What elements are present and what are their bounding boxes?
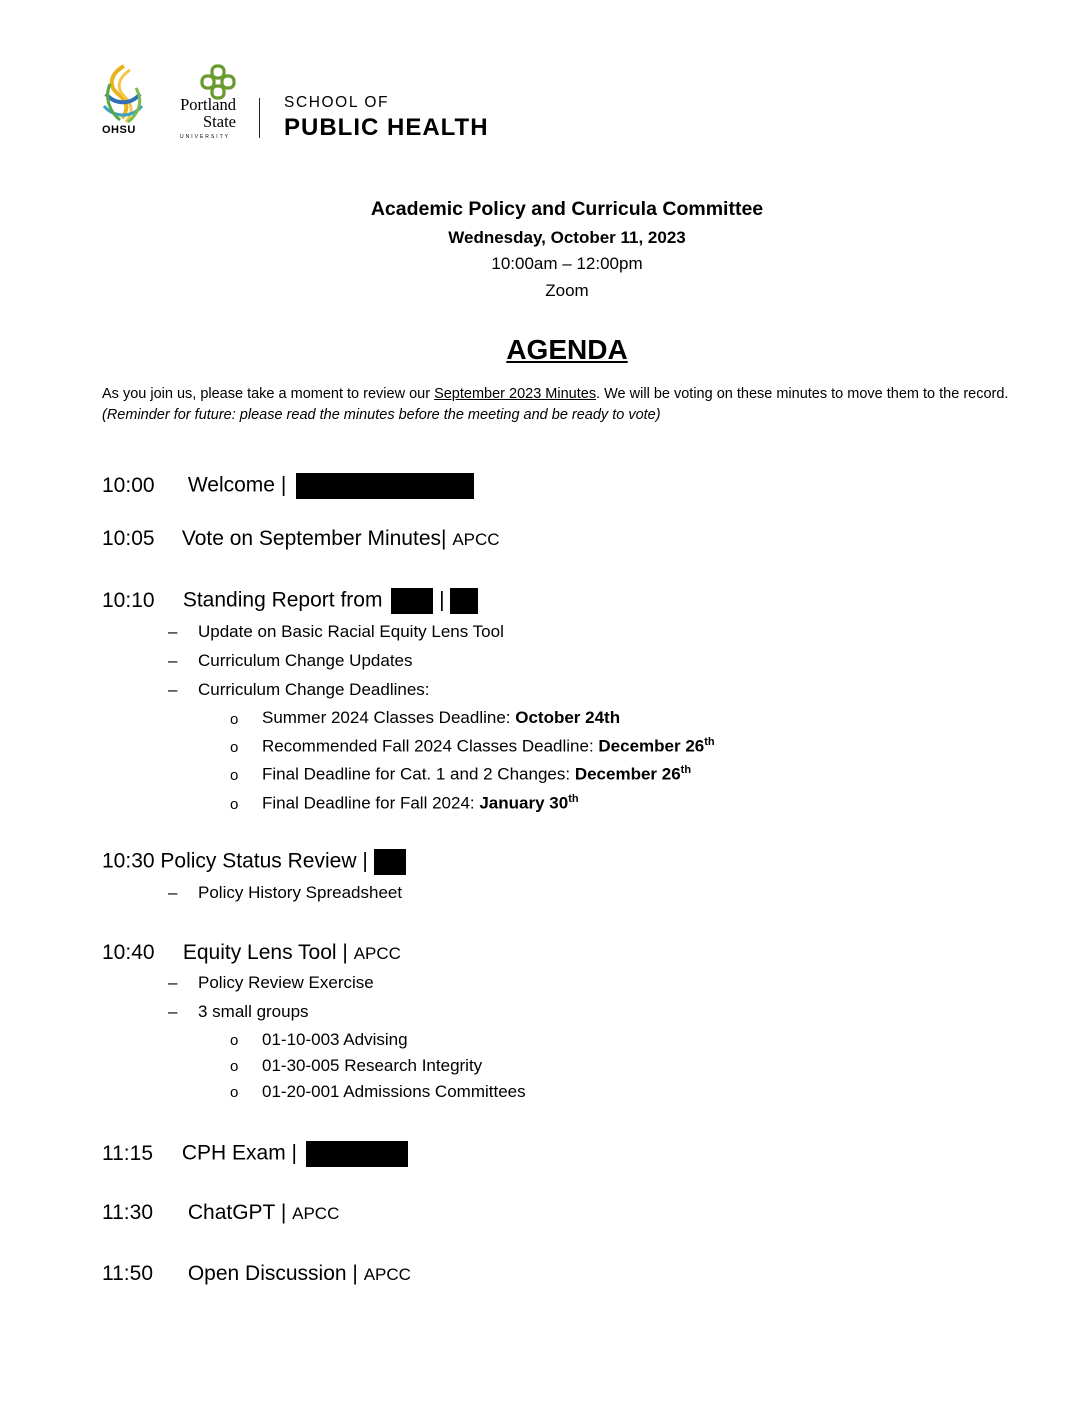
ohsu-label: OHSU bbox=[102, 124, 136, 136]
agenda-item-standing-report bbox=[102, 588, 478, 614]
redacted-name bbox=[391, 588, 433, 614]
school-name-line2: PUBLIC HEALTH bbox=[284, 114, 489, 141]
item-title: Welcome | bbox=[187, 473, 287, 497]
item-presenter: APCC bbox=[353, 944, 401, 963]
meeting-time: 10:00am – 12:00pm bbox=[491, 254, 643, 273]
agenda-item-vote-minutes bbox=[102, 527, 500, 551]
meeting-date: Wednesday, October 11, 2023 bbox=[448, 228, 686, 247]
item-separator: | bbox=[439, 588, 445, 612]
item-time: 10:30 bbox=[102, 849, 155, 873]
item-time: 10:10 bbox=[102, 588, 155, 612]
redacted-name bbox=[306, 1141, 408, 1167]
item-title: Open Discussion | bbox=[187, 1262, 358, 1285]
school-name-line1: SCHOOL OF bbox=[284, 94, 390, 111]
redacted-name bbox=[374, 849, 406, 875]
minutes-link[interactable]: September 2023 Minutes bbox=[434, 386, 597, 402]
meeting-location: Zoom bbox=[545, 281, 589, 300]
item-title: ChatGPT | bbox=[187, 1201, 287, 1224]
committee-title: Academic Policy and Curricula Committee bbox=[370, 198, 764, 220]
redacted-name bbox=[450, 588, 478, 614]
psu-name: Portland State bbox=[180, 95, 236, 131]
reminder-note: (Reminder for future: please read the minutes before the meeting and be ready to vote) bbox=[102, 407, 661, 423]
item-title: CPH Exam | bbox=[181, 1141, 297, 1165]
agenda-heading: AGENDA bbox=[506, 334, 628, 365]
agenda-item-chatgpt bbox=[102, 1201, 339, 1225]
psu-university-label: UNIVERSITY bbox=[180, 134, 231, 140]
item-presenter: APCC bbox=[363, 1265, 411, 1284]
item-time: 10:40 bbox=[102, 941, 155, 964]
agenda-item-policy-status bbox=[102, 849, 406, 875]
agenda-item-cph-exam bbox=[102, 1141, 408, 1167]
agenda-item-open-discussion bbox=[102, 1262, 411, 1286]
item-presenter: APCC bbox=[292, 1204, 340, 1223]
redacted-name bbox=[296, 473, 474, 499]
header-divider bbox=[259, 98, 260, 138]
item-time: 11:30 bbox=[102, 1201, 153, 1224]
item-time: 10:05 bbox=[102, 527, 155, 550]
intro-paragraph: As you join us, please take a moment to review our September 2023 Minutes. We will be voting on these minutes to move them to the record. (Reminder for future: please read the minutes before the meeting and be ready to vote) bbox=[102, 386, 1009, 423]
item-time: 10:00 bbox=[102, 473, 155, 497]
item-time: 11:15 bbox=[102, 1141, 153, 1165]
agenda-item-welcome bbox=[102, 473, 474, 499]
agenda-item-equity-lens bbox=[102, 941, 401, 965]
item-title: Policy Status Review | bbox=[160, 849, 368, 873]
item-title: Standing Report from bbox=[182, 588, 383, 612]
item-presenter: APCC bbox=[452, 530, 500, 549]
item-title: Equity Lens Tool | bbox=[182, 941, 348, 964]
item-title: Vote on September Minutes| bbox=[181, 527, 447, 550]
item-time: 11:50 bbox=[102, 1262, 153, 1285]
